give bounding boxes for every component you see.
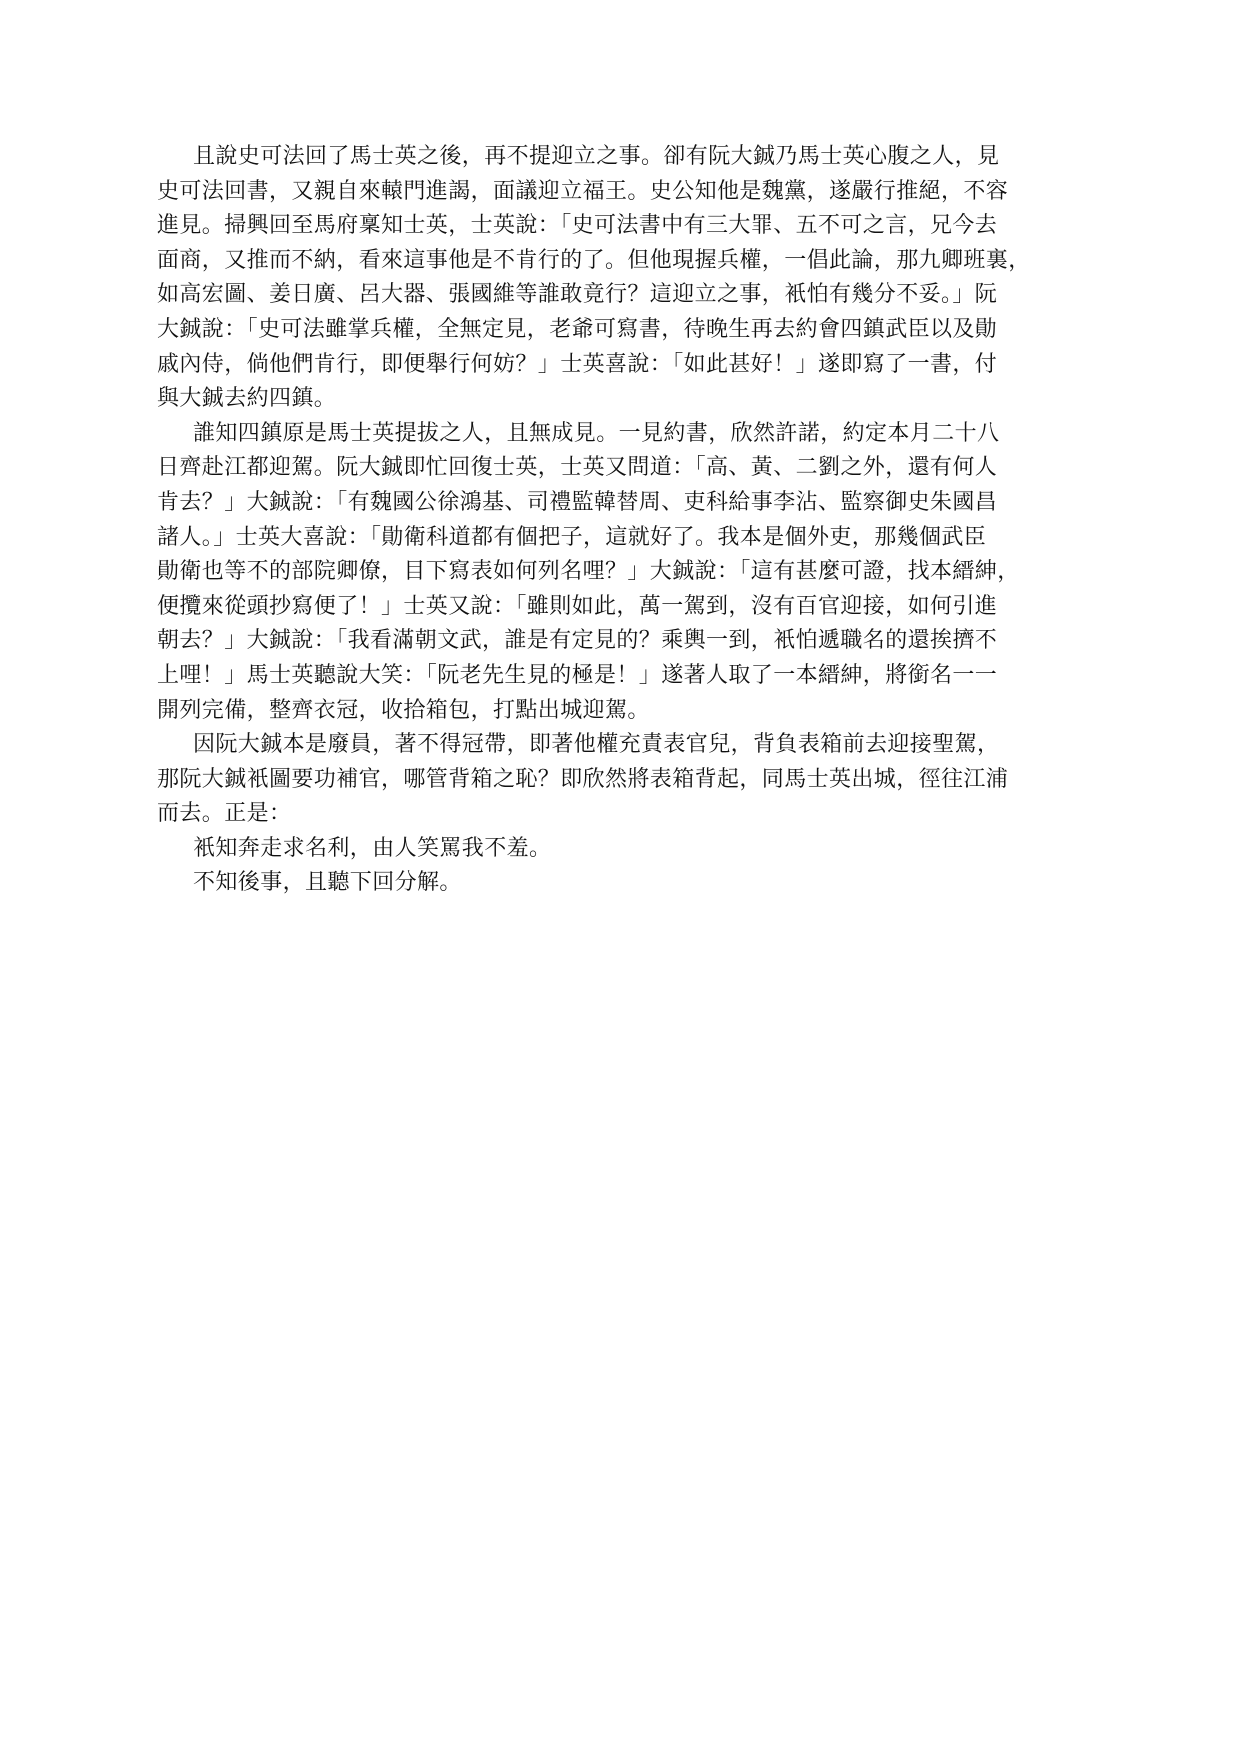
document-page [157,140,1057,901]
paragraph-line: 便攬來從頭抄寫便了！」士英又說：「雖則如此，萬一駕到，沒有百官迎接，如何引進 [157,593,998,619]
paragraph-line: 且說史可法回了馬士英之後，再不提迎立之事。卻有阮大鋮乃馬士英心腹之人，見 [193,144,1000,169]
paragraph-line: 上哩！」馬士英聽說大笑：「阮老先生見的極是！」遂著人取了一本縉紳，將銜名一一 [157,662,998,688]
paragraph-line: 諸人。」士英大喜說：「勛衛科道都有個把子，這就好了。我本是個外吏，那幾個武臣 [157,524,987,550]
paragraph-line: 勛衛也等不的部院卿僚，目下寫表如何列名哩？」大鋮說：「這有甚麼可證，找本縉紳， [157,559,1020,585]
paragraph-line: 面商，又推而不納，看來這事他是不肯行的了。但他現握兵權，一倡此論，那九卿班裏， [157,247,1031,273]
poem-line: 衹知奔走求名利，由人笑罵我不羞。 [193,835,552,861]
paragraph-line: 誰知四鎮原是馬士英提拔之人，且無成見。一見約書，欣然許諾，約定本月二十八 [193,420,1000,446]
paragraph-line: 進見。掃興回至馬府稟知士英，士英說：「史可法書中有三大罪、五不可之言，兄今去 [157,213,998,239]
paragraph-3 [157,728,1057,832]
paragraph-line: 大鋮說：「史可法雖掌兵權，全無定見，老爺可寫書，待晚生再去約會四鎮武臣以及勛 [157,316,998,342]
paragraph-2 [157,417,1057,728]
paragraph-line: 而去。正是： [157,801,292,827]
paragraph-line: 開列完備，整齊衣冠，收拾箱包，打點出城迎駕。 [157,697,650,723]
paragraph-line: 那阮大鋮衹圖要功補官，哪管背箱之恥？即欣然將表箱背起，同馬士英出城，徑往江浦 [157,766,1009,792]
closing-line: 不知後事，且聽下回分解。 [193,870,462,896]
paragraph-line: 日齊赴江都迎駕。阮大鋮即忙回復士英，士英又問道：「高、黃、二劉之外，還有何人 [157,455,998,481]
paragraph-line: 朝去？」大鋮說：「我看滿朝文武，誰是有定見的？乘輿一到，衹怕遞職名的還挨擠不 [157,628,998,654]
paragraph-line: 與大鋮去約四鎮。 [157,386,337,412]
paragraph-line: 如高宏圖、姜日廣、呂大器、張國維等誰敢竟行？這迎立之事，衹怕有幾分不妥。」阮 [157,282,998,308]
paragraph-line: 因阮大鋮本是廢員，著不得冠帶，即著他權充責表官兒，背負表箱前去迎接聖駕， [193,732,1000,758]
paragraph-line: 肯去？」大鋮說：「有魏國公徐鴻基、司禮監韓替周、吏科給事李沾、監察御史朱國昌 [157,489,998,515]
paragraph-1 [157,140,1057,417]
paragraph-line: 戚內侍，倘他們肯行，即便舉行何妨？」士英喜說：「如此甚好！」遂即寫了一書，付 [157,351,998,377]
paragraph-line: 史可法回書，又親自來轅門進謁，面議迎立福王。史公知他是魏黨，遂嚴行推絕，不容 [157,178,1009,204]
